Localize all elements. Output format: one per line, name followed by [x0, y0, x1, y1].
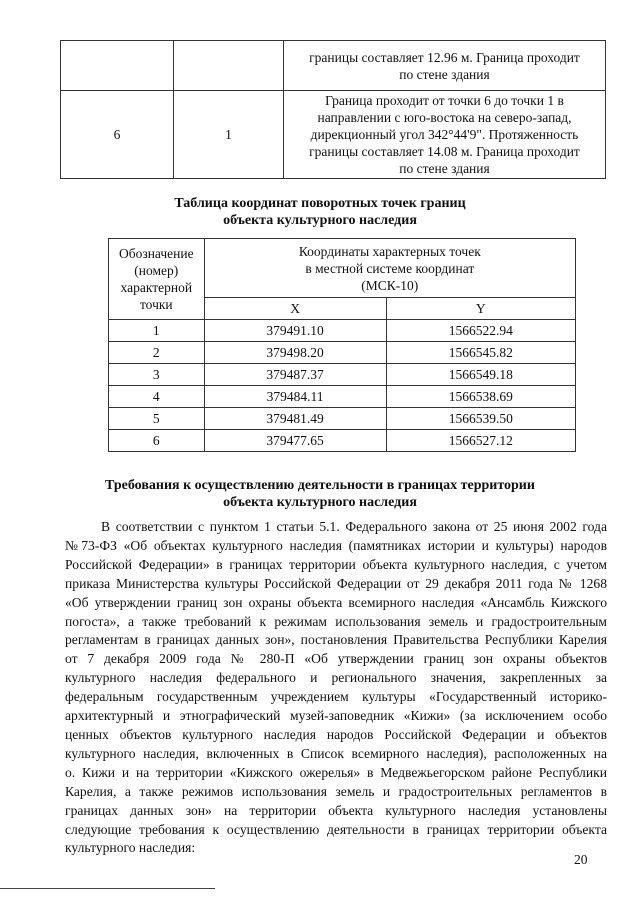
coord-x: 379477.65: [204, 430, 386, 452]
coord-y: 1566538.69: [386, 386, 575, 408]
header-point: Обозначение (номер) характерной точки: [109, 239, 205, 320]
paragraph-line: границах данных зон» на территории объекта культурного наследия установлены: [65, 802, 607, 818]
coord-x: 379487.37: [204, 364, 386, 386]
to-point: 1: [174, 91, 284, 179]
boundary-table: [60, 40, 606, 179]
coord-y: 1566549.18: [386, 364, 575, 386]
paragraph-line: погоста», а также требований к режимам использования земель и градостроительным: [65, 613, 607, 629]
footnote-divider: [0, 888, 215, 889]
paragraph-line: федеральным государственным учреждением культуры «Государственный историко-: [65, 689, 607, 705]
paragraph-line: «Об утверждении границ зон охраны объекта всемирного наследия «Ансамбль Кижского: [65, 594, 607, 610]
header-y: Y: [386, 298, 575, 320]
title-line: объекта культурного наследия: [223, 213, 417, 228]
from-point: 6: [61, 91, 174, 179]
point-number: 5: [109, 408, 205, 430]
coord-y: 1566545.82: [386, 342, 575, 364]
coord-x: 379484.11: [204, 386, 386, 408]
paragraph-line: культурного наследия, включенных в Список всемирного наследия), расположенных на: [65, 745, 607, 761]
paragraph-line: №73-ФЗ «Об объектах культурного наследия (памятниках истории и культуры) народов: [65, 537, 607, 553]
page-number: 20: [574, 852, 588, 867]
paragraph-line: культурного наследия:: [65, 840, 196, 856]
from-point: [61, 41, 174, 91]
point-number: 4: [109, 386, 205, 408]
table-row: [61, 41, 606, 91]
body-paragraph: [65, 518, 607, 858]
table-row: [109, 320, 576, 342]
boundary-description: Граница проходит от точки 6 до точки 1 в направлении с юго-востока на северо-запад, дирекционный угол 342°44'9". Протяженность границы составляет 14.08 м. Граница проходит по стене здания: [284, 91, 606, 179]
table-row: [109, 408, 576, 430]
boundary-description: границы составляет 12.96 м. Граница проходит по стене здания: [284, 41, 606, 91]
paragraph-line: регламентам в границах данных зон», постановления Правительства Республики Карелия: [65, 632, 607, 648]
section-title: [0, 477, 640, 511]
coord-x: 379498.20: [204, 342, 386, 364]
coord-x: 379481.49: [204, 408, 386, 430]
title-line: Таблица координат поворотных точек границ: [174, 196, 466, 211]
paragraph-line: приказа Министерства культуры Российской Федерации от 29 декабря 2011 года № 1268: [65, 575, 607, 591]
paragraph-line: архитектурный и этнографический музей-заповедник «Кижи» (за исключением особо: [65, 708, 607, 724]
paragraph-line: Карелия, а также режимов использования земель и градостроительных регламентов в: [65, 783, 607, 799]
coordinates-table: [108, 238, 576, 452]
point-number: 3: [109, 364, 205, 386]
paragraph-line: следующие требования к осуществлению деятельности в границах территории объекта: [65, 821, 607, 837]
paragraph-line: от 7 декабря 2009 года № 280-П «Об утверждении границ зон охраны объектов: [65, 651, 607, 667]
paragraph-line: В соответствии с пунктом 1 статьи 5.1. Федерального закона от 25 июня 2002 года: [101, 519, 607, 534]
table-row: [109, 430, 576, 452]
table-row: [61, 91, 606, 179]
point-number: 2: [109, 342, 205, 364]
coord-y: 1566527.12: [386, 430, 575, 452]
title-line: Требования к осуществлению деятельности в границах территории: [105, 478, 535, 493]
coord-y: 1566539.50: [386, 408, 575, 430]
coord-y: 1566522.94: [386, 320, 575, 342]
table-row: [109, 364, 576, 386]
paragraph-line: о. Кижи и на территории «Кижского ожерелья» в Медвежьегорском районе Республики: [65, 764, 607, 780]
point-number: 6: [109, 430, 205, 452]
header-row: [109, 239, 576, 298]
coord-x: 379491.10: [204, 320, 386, 342]
title-line: объекта культурного наследия: [223, 495, 417, 510]
header-coords: Координаты характерных точек в местной системе координат (МСК-10): [204, 239, 575, 298]
table-row: [109, 342, 576, 364]
point-number: 1: [109, 320, 205, 342]
paragraph-line: ценных объектов культурного наследия народов Российской Федерации и объектов: [65, 726, 607, 742]
table-row: [109, 386, 576, 408]
to-point: [174, 41, 284, 91]
coord-table-title: [0, 195, 640, 229]
header-x: X: [204, 298, 386, 320]
paragraph-line: Российской Федерации» в границах территории объекта культурного наследия, с учетом: [65, 556, 607, 572]
paragraph-line: культурного наследия федерального и регионального значения, закрепленных за: [65, 670, 607, 686]
